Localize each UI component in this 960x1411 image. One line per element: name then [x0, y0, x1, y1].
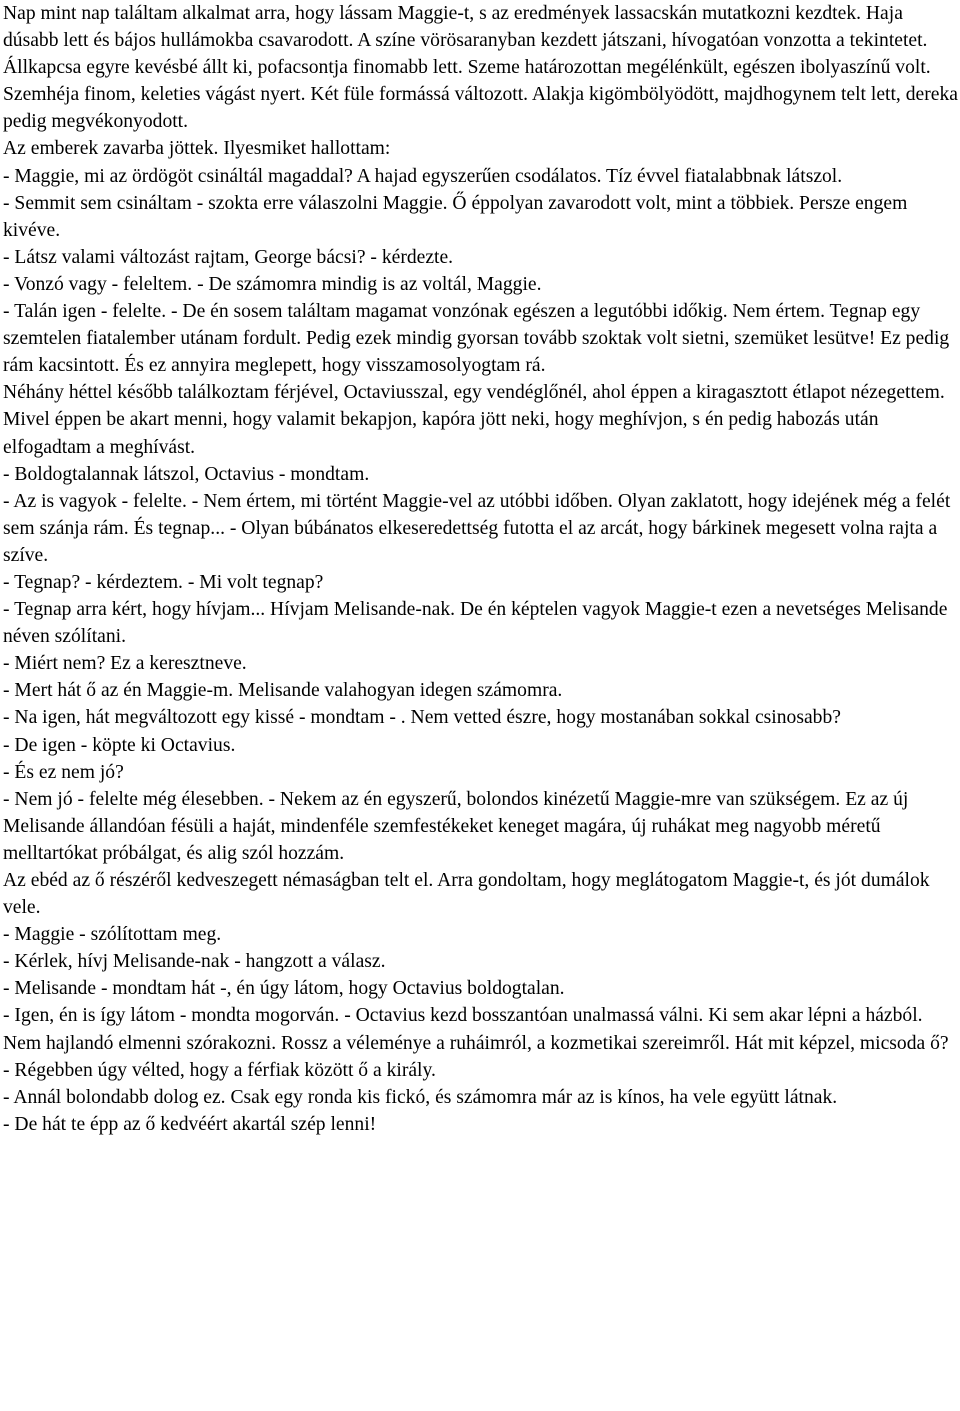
- paragraph-6: - Látsz valami változást rajtam, George bácsi? - kérdezte.: [3, 246, 454, 268]
- paragraph-5: - Semmit sem csináltam - szokta erre válaszolni Maggie. Ő éppolyan zavarodott volt, mint a többiek. Persze engem kivéve.: [3, 192, 908, 241]
- paragraph-24: - Igen, én is így látom - mondta mogorván. - Octavius kezd bosszantóan unalmassá válni. Ki sem akar lépni a házból. Nem hajlandó elmenni szórakozni. Rossz a véleménye a ruháimról, a kozmetikai szereimről. Hát mit képzel, micsoda ő?: [3, 1005, 949, 1054]
- paragraph-18: - És ez nem jó?: [3, 761, 124, 783]
- paragraph-11: - Az is vagyok - felelte. - Nem értem, mi történt Maggie-vel az utóbbi időben. Olyan zaklatott, hogy idejének még a felét sem szánja rám. És tegnap... - Olyan búbánatos elkeseredettség futotta el az arcát, hogy bárkinek megesett volna rajta a szíve.: [3, 490, 951, 566]
- paragraph-13: - Tegnap arra kért, hogy hívjam... Hívjam Melisande-nak. De én képtelen vagyok Maggie-t ezen a nevetséges Melisande néven szólítani.: [3, 599, 948, 648]
- paragraph-4: - Maggie, mi az ördögöt csináltál magaddal? A hajad egyszerűen csodálatos. Tíz évvel fiatalabbnak látszol.: [3, 165, 843, 187]
- paragraph-3: Az emberek zavarba jöttek. Ilyesmiket hallottam:: [3, 138, 391, 160]
- paragraph-10: - Boldogtalannak látszol, Octavius - mondtam.: [3, 463, 370, 485]
- paragraph-25: - Régebben úgy vélted, hogy a férfiak között ő a király.: [3, 1059, 436, 1081]
- paragraph-16: - Na igen, hát megváltozott egy kissé - mondtam - . Nem vetted észre, hogy mostanában sokkal csinosabb?: [3, 707, 841, 729]
- paragraph-19: - Nem jó - felelte még élesebben. - Nekem az én egyszerű, bolondos kinézetű Maggie-mre van szükségem. Ez az új Melisande állandóan fésüli a haját, mindenféle szemfestékeket keneget magára, új ruhákat meg nagyobb méretű melltartókat próbálgat, és alig szól hozzám.: [3, 788, 909, 864]
- paragraph-9: Néhány héttel később találkoztam férjével, Octaviusszal, egy vendéglőnél, ahol éppen a kiragasztott étlapot nézegettem. Mivel éppen be akart menni, hogy valamit bekapjon, kapóra jött neki, hogy meghívjon, s én pedig habozás után elfogadtam a meghívást.: [3, 382, 945, 458]
- paragraph-26: - Annál bolondabb dolog ez. Csak egy ronda kis fickó, és számomra már az is kínos, ha vele együtt látnak.: [3, 1086, 838, 1108]
- paragraph-1: Nap mint nap találtam alkalmat arra, hogy lássam Maggie-t, s az eredmények lassacskán mutatkozni kezdtek. Haja dúsabb lett és bájos hullámokba csavarodott. A színe vörösaranyban kezdett játszani, hívogatóan vonzotta a tekintetet.: [3, 3, 928, 52]
- paragraph-22: - Kérlek, hívj Melisande-nak - hangzott a válasz.: [3, 951, 386, 973]
- paragraph-17: - De igen - köpte ki Octavius.: [3, 734, 236, 756]
- paragraph-2: Állkapcsa egyre kevésbé állt ki, pofacsontja finomabb lett. Szeme határozottan megélénkült, egészen ibolyaszínű volt. Szemhéja finom, keleties vágást nyert. Két füle formássá változott. Alakja kigömbölyödött, majdhogynem telt lett, dereka pedig megvékonyodott.: [3, 57, 958, 133]
- paragraph-21: - Maggie - szólítottam meg.: [3, 924, 222, 946]
- paragraph-14: - Miért nem? Ez a keresztneve.: [3, 653, 247, 675]
- paragraph-23: - Melisande - mondtam hát -, én úgy látom, hogy Octavius boldogtalan.: [3, 978, 565, 1000]
- paragraph-8: - Talán igen - felelte. - De én sosem találtam magamat vonzónak egészen a legutóbbi időkig. Nem értem. Tegnap egy szemtelen fiatalember utánam fordult. Pedig ezek mindig gyorsan tovább szoktak volt sietni, szemüket lesütve! Ez pedig rám kacsintott. És ez annyira meglepett, hogy visszamosolyogtam rá.: [3, 301, 950, 377]
- paragraph-20: Az ebéd az ő részéről kedveszegett némaságban telt el. Arra gondoltam, hogy meglátogatom Maggie-t, és jót dumálok vele.: [3, 870, 930, 919]
- paragraph-7: - Vonzó vagy - feleltem. - De számomra mindig is az voltál, Maggie.: [3, 273, 542, 295]
- paragraph-27: - De hát te épp az ő kedvéért akartál szép lenni!: [3, 1113, 377, 1135]
- paragraph-15: - Mert hát ő az én Maggie-m. Melisande valahogyan idegen számomra.: [3, 680, 563, 702]
- document-page: [3, 0, 958, 1138]
- paragraph-12: - Tegnap? - kérdeztem. - Mi volt tegnap?: [3, 571, 324, 593]
